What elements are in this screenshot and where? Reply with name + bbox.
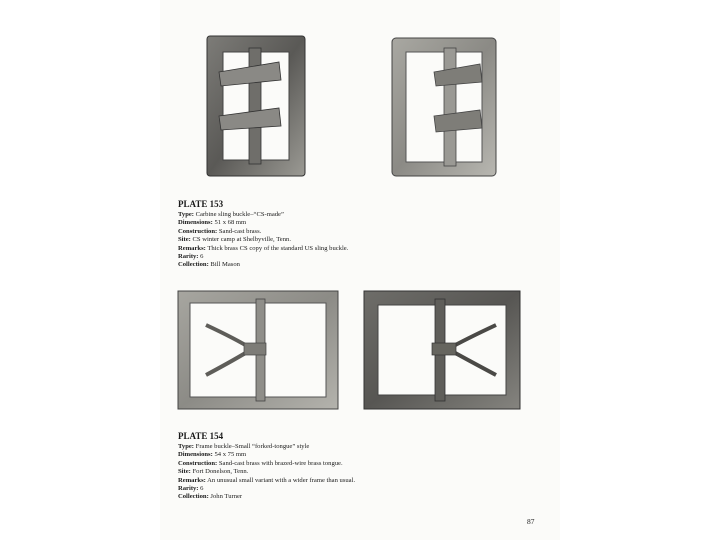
plate-field-collection: Collection: Bill Mason: [178, 261, 240, 269]
buckle-153-front-photo: [205, 34, 307, 178]
plate-153-caption: [178, 199, 478, 270]
plate-title: PLATE 154: [178, 431, 224, 441]
plate-field-rarity: Rarity: 6: [178, 253, 204, 261]
plate-title: PLATE 153: [178, 199, 224, 209]
page-number: 87: [527, 517, 535, 526]
plate-field-remarks: Remarks: Thick brass CS copy of the standard US sling buckle.: [178, 244, 349, 252]
buckle-154-front-photo: [176, 289, 340, 411]
plate-154-caption: [178, 431, 478, 502]
buckle-153-back-photo: [390, 36, 498, 178]
plate-field-site: Site: CS winter camp at Shelbyville, Tenn.: [178, 236, 291, 244]
buckle-154-back-photo: [362, 289, 522, 411]
plate-field-dimensions: Dimensions: 51 x 68 mm: [178, 219, 247, 227]
plate-field-site: Site: Fort Donelson, Tenn.: [178, 468, 249, 476]
plate-field-dimensions: Dimensions: 54 x 75 mm: [178, 451, 247, 459]
plate-field-remarks: Remarks: An unusual small variant with a wider frame than usual.: [178, 476, 356, 484]
plate-field-collection: Collection: John Turner: [178, 493, 243, 501]
plate-field-construction: Construction: Sand-cast brass.: [178, 227, 262, 235]
plate-field-rarity: Rarity: 6: [178, 485, 204, 493]
plate-field-type: Type: Carbine sling buckle–“CS-made”: [178, 211, 284, 218]
plate-field-type: Type: Frame buckle–Small “forked-tongue” style: [178, 443, 310, 450]
plate-field-construction: Construction: Sand-cast brass with brazed-wire brass tongue.: [178, 459, 343, 467]
